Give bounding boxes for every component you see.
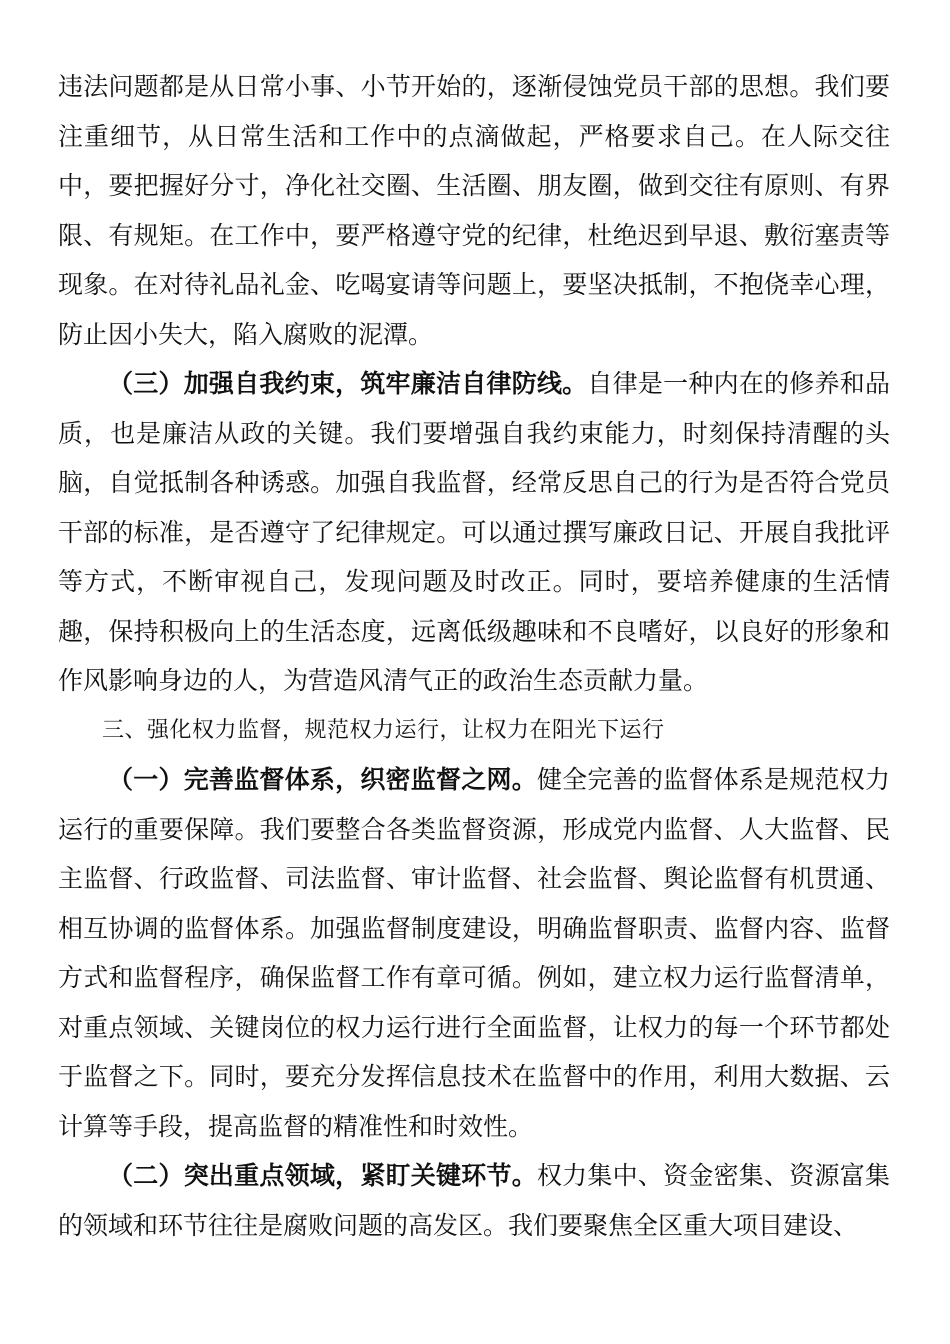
document-page [58,62,890,1250]
paragraph-continuation [58,62,890,359]
paragraph-text: 违法问题都是从日常小事、小节开始的，逐渐侵蚀党员干部的思想。我们要注重细节，从日常生活和工作中的点滴做起，严格要求自己。在人际交往中，要把握好分寸，净化社交圈、生活圈、朋友圈，做到交往有原则、有界限、有规矩。在工作中，要严格遵守党的纪律，杜绝迟到早退、敷衍塞责等现象。在对待礼品礼金、吃喝宴请等问题上，要坚决抵制，不抱侥幸心理，防止因小失大，陷入腐败的泥潭。 [58,72,890,349]
paragraph-self-discipline [58,359,890,706]
paragraph-lead: （一）完善监督体系，织密监督之网。 [108,765,537,794]
paragraph-text: 健全完善的监督体系是规范权力运行的重要保障。我们要整合各类监督资源，形成党内监督、人大监督、民主监督、行政监督、司法监督、审计监督、社会监督、舆论监督有机贯通、相互协调的监督体系。加强监督制度建设，明确监督职责、监督内容、监督方式和监督程序，确保监督工作有章可循。例如，建立权力运行监督清单，对重点领域、关键岗位的权力运行进行全面监督，让权力的每一个环节都处于监督之下。同时，要充分发挥信息技术在监督中的作用，利用大数据、云计算等手段，提高监督的精准性和时效性。 [58,765,890,1141]
paragraph-lead: （二）突出重点领域，紧盯关键环节。 [108,1161,537,1190]
paragraph-text: 自律是一种内在的修养和品质，也是廉洁从政的关键。我们要增强自我约束能力，时刻保持清醒的头脑，自觉抵制各种诱惑。加强自我监督，经常反思自己的行为是否符合党员干部的标准，是否遵守了纪律规定。可以通过撰写廉政日记、开展自我批评等方式，不断审视自己，发现问题及时改正。同时，要培养健康的生活情趣，保持积极向上的生活态度，远离低级趣味和不良嗜好，以良好的形象和作风影响身边的人，为营造风清气正的政治生态贡献力量。 [58,369,890,695]
paragraph-lead: （三）加强自我约束，筑牢廉洁自律防线。 [108,369,588,398]
section-heading: 三、强化权力监督，规范权力运行，让权力在阳光下运行 [102,717,665,743]
paragraph-key-areas [58,1151,890,1250]
paragraph-text: 权力集中、资金密集、资源富集的领域和环节往往是腐败问题的高发区。我们要聚焦全区重大项目建设、 [58,1161,890,1240]
paragraph-supervision-system [58,755,890,1151]
